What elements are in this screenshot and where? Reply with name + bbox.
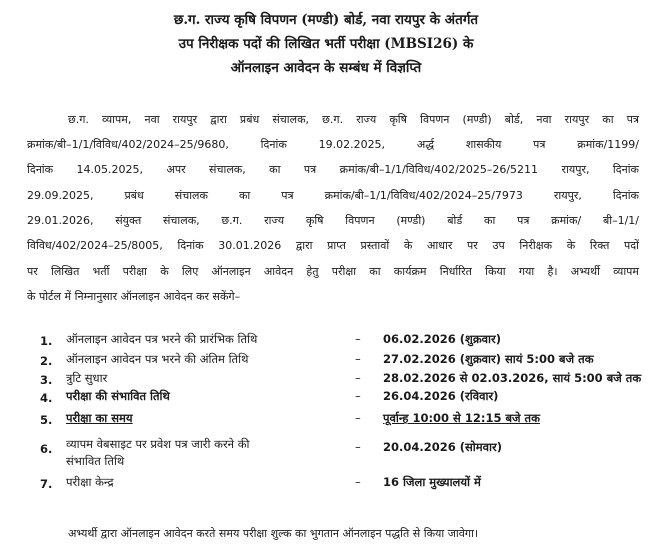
schedule-item-number: 5. [40,413,53,427]
body-paragraph-line: 29.01.2026, संयुक्त संचालक, छ.ग. राज्य कृषि विपणन (मण्डी) बोर्ड का पत्र क्रमांक/ बी–1/1/ [27,214,639,227]
schedule-item-value: 28.02.2026 से 02.03.2026, सायं 5:00 बजे तक [383,371,642,385]
body-paragraph-line: के पोर्टल में निम्नानुसार ऑनलाइन आवेदन कर सकेंगे– [27,290,241,303]
schedule-item-label: परीक्षा केन्द्र [66,475,114,489]
schedule-item-number: 7. [40,477,53,491]
schedule-item-value: 06.02.2026 (शुक्रवार) [383,332,501,346]
schedule-item-value: 20.04.2026 (सोमवार) [383,440,502,454]
body-paragraph-line: पर लिखित भर्ती परीक्षा के लिए ऑनलाइन आवेदन हेतु परीक्षा का कार्यक्रम निर्धारित किया गया है। अभ्यर्थी व्यापम [27,265,639,278]
schedule-item-label: व्यापम वेबसाइट पर प्रवेश पत्र जारी करने की [66,437,250,451]
notice-title-line-3: ऑनलाइन आवेदन के सम्बंध में विज्ञप्ति [230,60,422,76]
schedule-item-dash: – [355,389,361,403]
schedule-item-label: परीक्षा का समय [66,411,133,425]
schedule-item-label: ऑनलाइन आवेदन पत्र भरने की अंतिम तिथि [66,352,249,366]
schedule-item-dash: – [355,352,361,366]
schedule-item-number: 3. [40,373,53,387]
schedule-item-value: पूर्वान्ह 10:00 से 12:15 बजे तक [383,411,540,425]
schedule-item-dash: – [355,371,361,385]
schedule-item-value: 26.04.2026 (रविवार) [383,389,499,403]
schedule-item-number: 1. [40,334,53,348]
schedule-item-value: 27.02.2026 (शुक्रवार) सायं 5:00 बजे तक [383,352,594,366]
schedule-item-label-continued: संभावित तिथि [66,454,125,468]
body-paragraph-line: छ.ग. व्यापम, नवा रायपुर द्वारा प्रबंध संचालक, छ.ग. राज्य कृषि विपणन (मण्डी) बोर्ड, नवा रायपुर का पत्र [68,113,639,126]
notice-title-line-1: छ.ग. राज्य कृषि विपणन (मण्डी) बोर्ड, नवा रायपुर के अंतर्गत [173,12,479,28]
schedule-item-dash: – [355,411,361,425]
schedule-item-number: 6. [40,442,53,456]
footer-note: अभ्यर्थी द्वारा ऑनलाइन आवेदन करते समय परीक्षा शुल्क का भुगतान ऑनलाइन पद्धति से किया जावेगा। [68,527,479,540]
schedule-item-number: 4. [40,391,53,405]
schedule-item-number: 2. [40,354,53,368]
schedule-item-dash: – [355,475,361,489]
schedule-item-label: ऑनलाइन आवेदन पत्र भरने की प्रारंभिक तिथि [66,332,258,346]
schedule-item-label: परीक्षा की संभावित तिथि [66,389,170,403]
schedule-item-label: त्रुटि सुधार [66,371,108,385]
body-paragraph-line: 29.09.2025, प्रबंध संचालक का पत्र क्रमांक/बी–1/1/विविध/402/2024–25/7973 रायपुर, दिनांक [27,189,639,202]
body-paragraph-line: विविध/402/2024–25/8005, दिनांक 30.01.2026 द्वारा प्राप्त प्रस्तावों के आधार पर उप निरीक्षक के रिक्त पदों [27,239,639,252]
schedule-item-dash: – [355,332,361,346]
body-paragraph-line: क्रमांक/बी–1/1/विविध/402/2024–25/9680, दिनांक 19.02.2025, अर्द्ध शासकीय पत्र क्रमांक/1199/ [27,138,639,151]
schedule-item-dash: – [355,440,361,454]
notice-title-line-2: उप निरीक्षक पदों की लिखित भर्ती परीक्षा (MBSI26) के [178,36,474,52]
schedule-item-value: 16 जिला मुख्यालयों में [383,475,481,489]
body-paragraph-line: दिनांक 14.05.2025, अपर संचालक, का पत्र क्रमांक/बी–1/1/विविध/402/2025–26/5211 रायपुर, दिनांक [27,163,639,176]
